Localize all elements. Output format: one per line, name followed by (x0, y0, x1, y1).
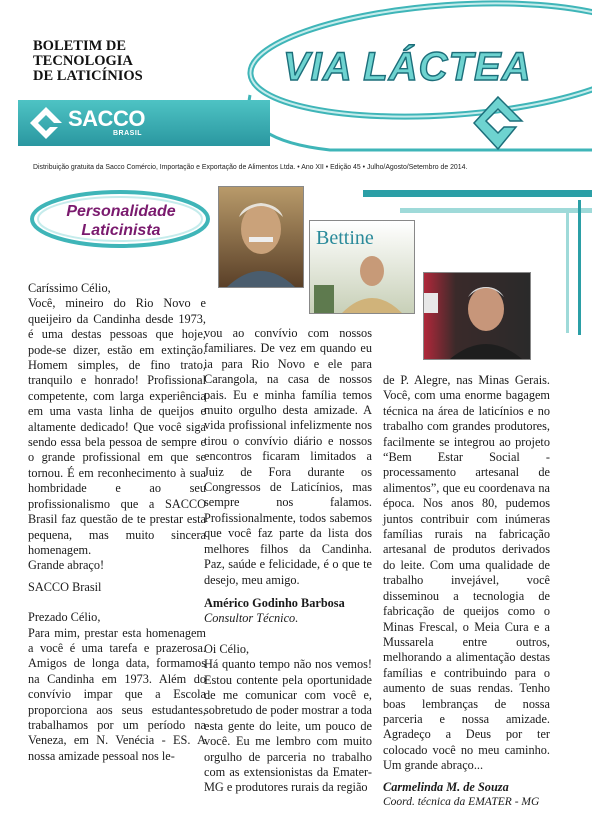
portrait-icon-2 (310, 221, 414, 313)
column-3 (383, 373, 550, 810)
signature-sacco: SACCO Brasil (28, 579, 102, 594)
greeting-2: Prezado Célio, (28, 610, 101, 625)
logo-subtitle: BRASIL (113, 130, 143, 137)
sacco-logo (18, 100, 270, 146)
deco-stripe-light (400, 208, 592, 213)
signature-americo-role: Consultor Técnico. (204, 611, 299, 626)
section-title: Personalidade Laticinista (66, 203, 176, 239)
message-sacco: Você, mineiro do Rio Novo e queijeiro da Candinha desde 1973, é uma destas pessoas que hoje, pode-se dizer, estão em extinção. Homem simples, de fino trato, tranquilo e honrado! Profissional competente, com larga experiência em uma vasta linha de queijos e altamente dedicado! Que você siga sendo essa bela pessoa de sempre e o grande profissional em que se tornou. É em reconhecimento à sua hombridade e ao seu profissionalismo que a SACCO Brasil faz questão de te prestar esta pequena, mas muito sincera homenagem. (28, 296, 206, 557)
portrait-icon (219, 187, 303, 287)
message-americo-end: vou ao convívio com nossos familiares. De vez em quando eu ia para Rio Novo e ele para Carangola, na casa de nossos pais. Eu e minha família temos muito orgulho desta amizade. A vida profissional infelizmente nos tirou o convívio diário e nossos encontros ficaram limitados a Juiz de Fora durante os Congressos de Laticínios, mas sempre nos falamos. Profissionalmente, todos sabemos que você faz parte da lista dos melhores filhos da Candinha. Paz, saúde e felicidade, é o que te desejo, meu amigo. (204, 326, 372, 587)
via-lactea-mark-icon (472, 95, 524, 151)
greeting-3: Oi Célio, (204, 641, 250, 656)
closing-1: Grande abraço! (28, 558, 105, 573)
signature-americo-name: Américo Godinho Barbosa (204, 595, 345, 610)
photo-carmelinda (423, 272, 531, 360)
message-carmelinda-start: Há quanto tempo não nos vemos! Estou contente pela oportunidade de me comunicar com você e, sobretudo de poder mostrar a toda esta gente do leite, um pouco de você. Eu me lembro com muito orgulho de parceria no trabalho com as extensionistas da Emater-MG e produtores rurais da região (204, 657, 372, 795)
column-2 (204, 326, 372, 796)
deco-vertical-line-1 (566, 213, 569, 333)
logo-wordmark: SACCO (68, 106, 145, 131)
distribution-line: Distribuição gratuita da Sacco Comércio, Importação e Exportação de Alimentos Ltda. • Ano XII • Edição 45 • Julho/Agosto/Setembro de 2014. (33, 164, 468, 171)
bettine-sign: Bettine (316, 227, 374, 249)
boletim-title: BOLETIM DE TECNOLOGIA DE LATICÍNIOS (33, 38, 143, 84)
deco-vertical-line-2 (578, 200, 581, 335)
photo-celio (218, 186, 304, 288)
column-1 (28, 281, 206, 764)
deco-stripe-dark (363, 190, 592, 197)
sacco-symbol-icon (28, 105, 64, 141)
message-carmelinda-end: de P. Alegre, nas Minas Gerais. Você, com uma enorme bagagem técnica na área de laticínios e no trabalho com grandes produtores, facilmente se integrou ao projeto “Bem Estar Social - processamento artesanal de alimentos”, que eu coordenava na época. Nos anos 80, pudemos juntos contribuir com inúmeras famílias rurais na fabricação artesanal de produtos derivados do leite. Com uma qualidade de trabalho invejável, você disseminou a tecnologia de fabricação de queijos como o Minas Frescal, o Meia Cura e a Mussarela entre outros, melhorando a alimentação destas famílias e contribuindo para o aumento de suas rendas. Tenho boas lembranças de nossa parceria e nossa amizade. Agradeço a Deus por ter colocado você no meu caminho. Um grande abraço... (383, 373, 550, 773)
greeting-1: Caríssimo Célio, (28, 281, 111, 295)
photo-americo (309, 220, 415, 314)
message-americo-start: Para mim, prestar esta homenagem a você é uma tarefa e prazerosa. Amigos de longa data, formamos na Candinha em 1973. Além do convívio impar que a Escola proporciona aos seus estudantes, trabalhamos por um período na Veneza, em N. Venécia - ES. A nossa amizade pessoal nos le- (28, 625, 206, 763)
portrait-icon-3 (424, 273, 530, 359)
signature-carmelinda-role: Coord. técnica da EMATER - MG (383, 795, 540, 808)
header (0, 0, 592, 180)
signature-carmelinda-name: Carmelinda M. de Souza (383, 779, 509, 794)
newsletter-title: VIA LÁCTEA (283, 45, 532, 89)
